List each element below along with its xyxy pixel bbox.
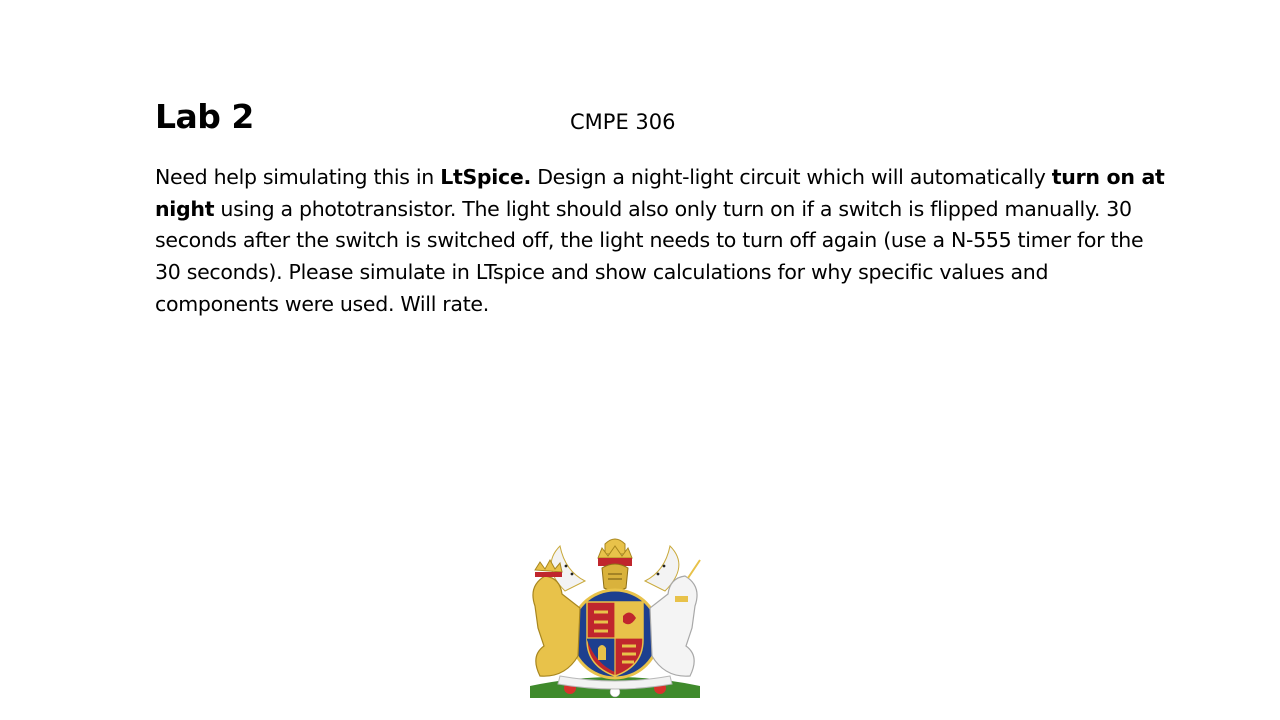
text-segment: using a phototransistor. The light should also only turn on if a switch is flipped manually. 30 xyxy=(214,196,1132,221)
text-segment: Design a night-light circuit which will automatically xyxy=(530,165,1052,189)
text-segment-bold: LtSpice. xyxy=(440,165,531,189)
text-line xyxy=(155,194,1130,226)
document-title: Lab 2 xyxy=(155,97,254,136)
text-line xyxy=(155,289,1130,321)
problem-statement xyxy=(155,162,1165,321)
text-line xyxy=(155,162,1165,194)
text-segment-bold: night xyxy=(155,196,215,221)
text-line xyxy=(155,225,1144,257)
text-segment: seconds after the switch is switched off, the light needs to turn off again (use a N-555 timer for the xyxy=(155,228,1144,253)
text-segment: Need help simulating this in xyxy=(155,165,441,189)
royal-coat-of-arms-icon xyxy=(510,536,720,698)
text-line xyxy=(155,257,1130,289)
course-code: CMPE 306 xyxy=(570,110,676,134)
text-segment: 30 seconds). Please simulate in LTspice and show calculations for why specific values and xyxy=(155,260,1049,285)
text-segment: components were used. Will rate. xyxy=(155,291,489,316)
text-segment-bold: turn on at xyxy=(1051,165,1165,189)
